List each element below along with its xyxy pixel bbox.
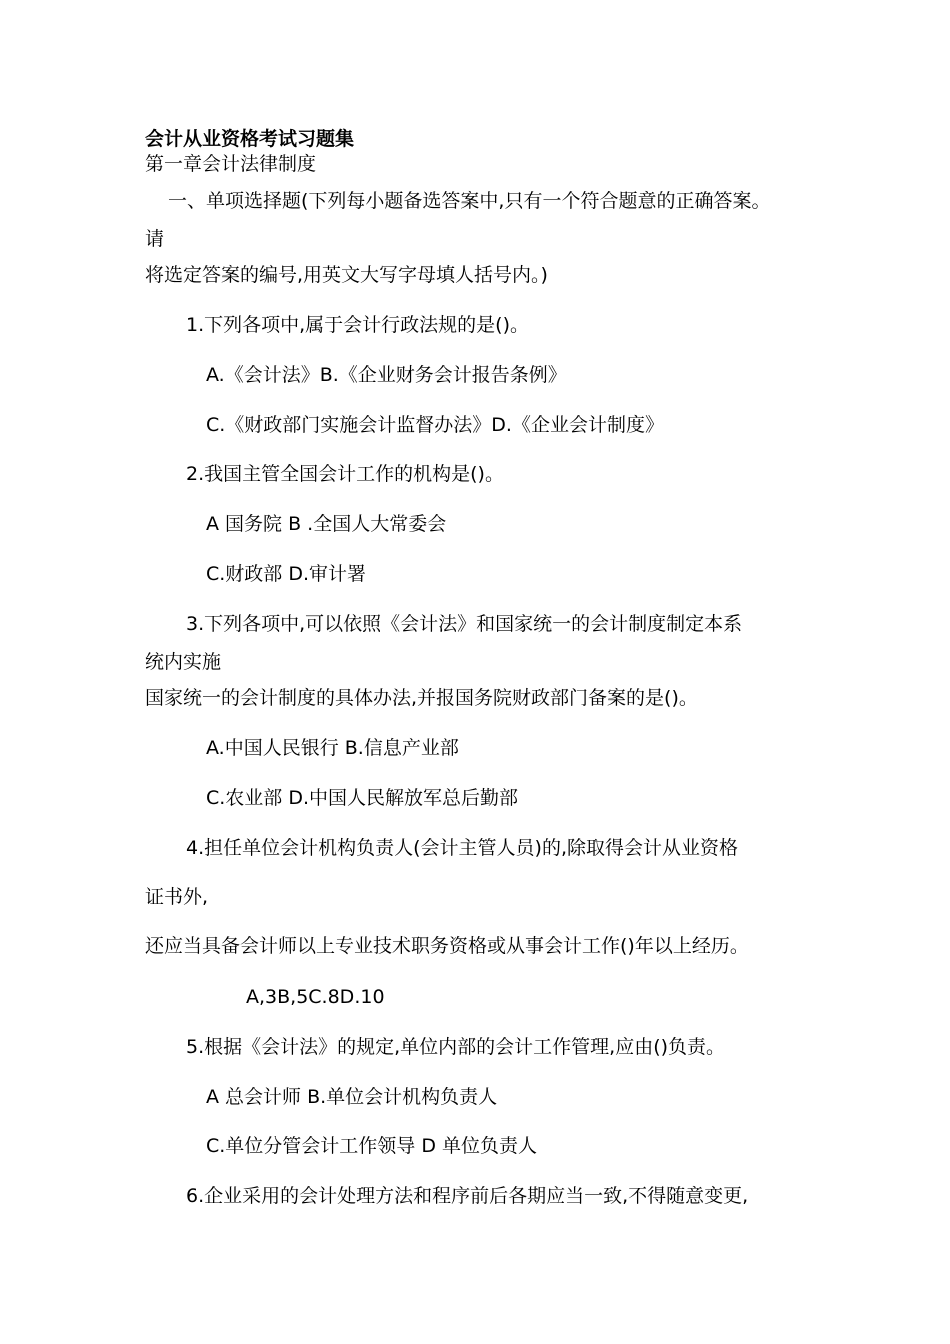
question-stem: 6.企业采用的会计处理方法和程序前后各期应当一致,不得随意变更, [186,1185,749,1207]
question-stem: 3.下列各项中,可以依照《会计法》和国家统一的会计制度制定本系 [186,613,743,635]
question-options: C.农业部 D.中国人民解放军总后勤部 [206,787,519,809]
question-options: C.财政部 D.审计署 [206,563,367,585]
question-options: A.中国人民银行 B.信息产业部 [206,737,459,759]
section-intro-line: 请 [145,228,165,250]
chapter-heading: 第一章会计法律制度 [145,153,317,175]
question-options: A 国务院 B .全国人大常委会 [206,513,447,535]
question-options: A 总会计师 B.单位会计机构负责人 [206,1086,498,1108]
question-stem: 统内实施 [145,651,222,673]
question-stem: 证书外, [145,886,209,908]
question-stem: 5.根据《会计法》的规定,单位内部的会计工作管理,应由()负责。 [186,1036,726,1058]
question-stem: 还应当具备会计师以上专业技术职务资格或从事会计工作()年以上经历。 [145,935,749,957]
question-options: C.单位分管会计工作领导 D 单位负责人 [206,1135,538,1157]
question-stem: 国家统一的会计制度的具体办法,并报国务院财政部门备案的是()。 [145,687,698,709]
document-title: 会计从业资格考试习题集 [145,128,355,150]
question-options: A,3B,5C.8D.10 [246,986,385,1008]
question-stem: 4.担任单位会计机构负责人(会计主管人员)的,除取得会计从业资格 [186,837,738,859]
question-options: A.《会计法》B.《企业财务会计报告条例》 [206,364,567,386]
section-intro-line: 一、单项选择题(下列每小题备选答案中,只有一个符合题意的正确答案。 [168,190,771,212]
section-intro-line: 将选定答案的编号,用英文大写字母填人括号内。) [145,264,548,286]
question-options: C.《财政部门实施会计监督办法》D.《企业会计制度》 [206,414,664,436]
question-stem: 1.下列各项中,属于会计行政法规的是()。 [186,314,529,336]
question-stem: 2.我国主管全国会计工作的机构是()。 [186,463,504,485]
